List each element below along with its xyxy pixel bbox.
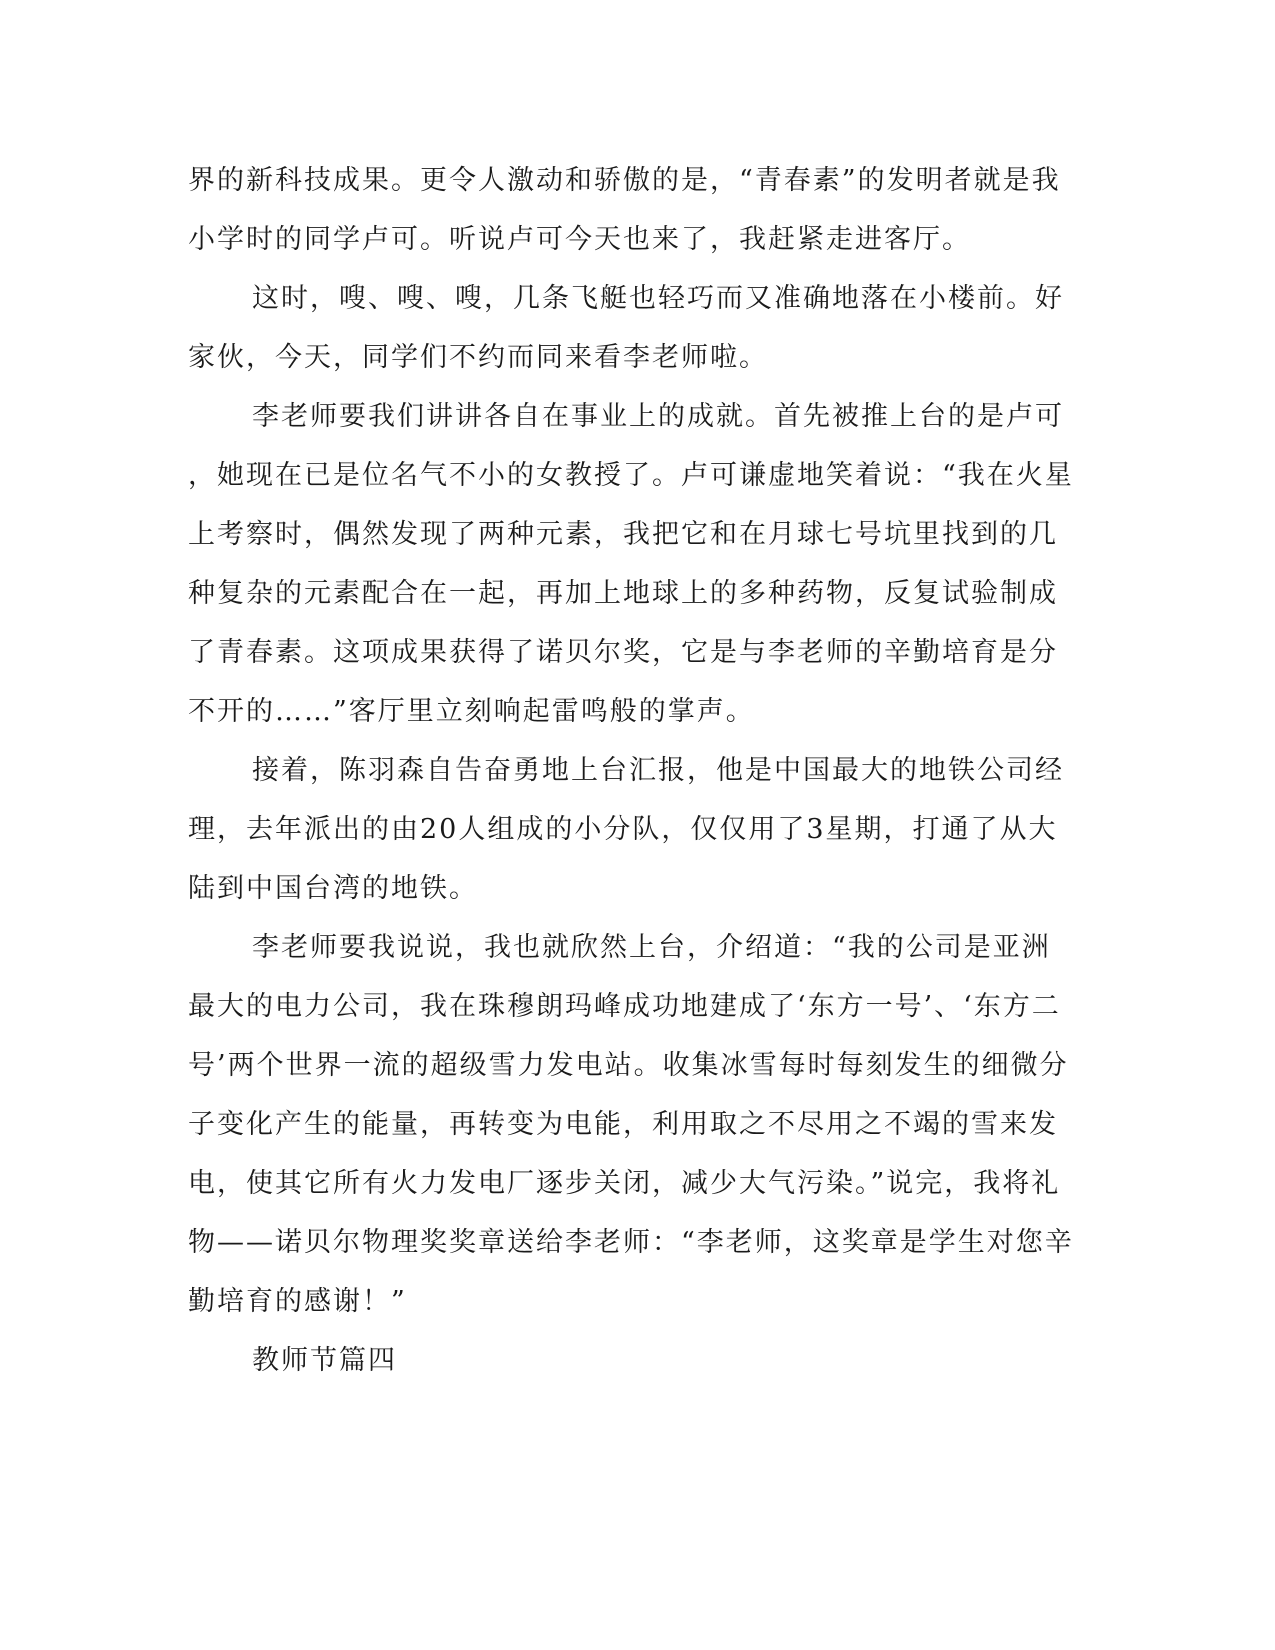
text-line: 子变化产生的能量，再转变为电能，利用取之不尽用之不竭的雪来发 bbox=[188, 1109, 1058, 1140]
text-line: 勤培育的感谢！” bbox=[188, 1286, 407, 1317]
paragraph-start-line: 李老师要我说说，我也就欣然上台，介绍道：“我的公司是亚洲 bbox=[252, 932, 1051, 963]
paragraph-start-line: 接着，陈羽森自告奋勇地上台汇报，他是中国最大的地铁公司经 bbox=[252, 755, 1064, 786]
paragraph-start-line: 这时，嗖、嗖、嗖，几条飞艇也轻巧而又准确地落在小楼前。好 bbox=[252, 283, 1064, 314]
text-line: 家伙，今天，同学们不约而同来看李老师啦。 bbox=[188, 342, 768, 373]
paragraph-start-line: 李老师要我们讲讲各自在事业上的成就。首先被推上台的是卢可 bbox=[252, 401, 1064, 432]
text-line: 物——诺贝尔物理奖奖章送给李老师：“李老师，这奖章是学生对您辛 bbox=[188, 1227, 1074, 1258]
text-line: 号’两个世界一流的超级雪力发电站。收集冰雪每时每刻发生的细微分 bbox=[188, 1050, 1069, 1081]
text-line: 小学时的同学卢可。听说卢可今天也来了，我赶紧走进客厅。 bbox=[188, 224, 971, 255]
section-heading: 教师节篇四 bbox=[252, 1345, 397, 1376]
text-line: 理，去年派出的由20人组成的小分队，仅仅用了3星期，打通了从大 bbox=[188, 814, 1058, 845]
text-line: 了青春素。这项成果获得了诺贝尔奖，它是与李老师的辛勤培育是分 bbox=[188, 637, 1058, 668]
text-line: 不开的……”客厅里立刻响起雷鸣般的掌声。 bbox=[188, 696, 755, 727]
text-line: ，她现在已是位名气不小的女教授了。卢可谦虚地笑着说：“我在火星 bbox=[188, 460, 1074, 491]
text-line: 最大的电力公司，我在珠穆朗玛峰成功地建成了‘东方一号’、‘东方二 bbox=[188, 991, 1061, 1022]
text-line: 陆到中国台湾的地铁。 bbox=[188, 873, 478, 904]
text-line: 电，使其它所有火力发电厂逐步关闭，减少大气污染。”说完，我将礼 bbox=[188, 1168, 1061, 1199]
text-line: 上考察时，偶然发现了两种元素，我把它和在月球七号坑里找到的几 bbox=[188, 519, 1058, 550]
text-line: 界的新科技成果。更令人激动和骄傲的是，“青春素”的发明者就是我 bbox=[188, 165, 1061, 196]
text-line: 种复杂的元素配合在一起，再加上地球上的多种药物，反复试验制成 bbox=[188, 578, 1058, 609]
